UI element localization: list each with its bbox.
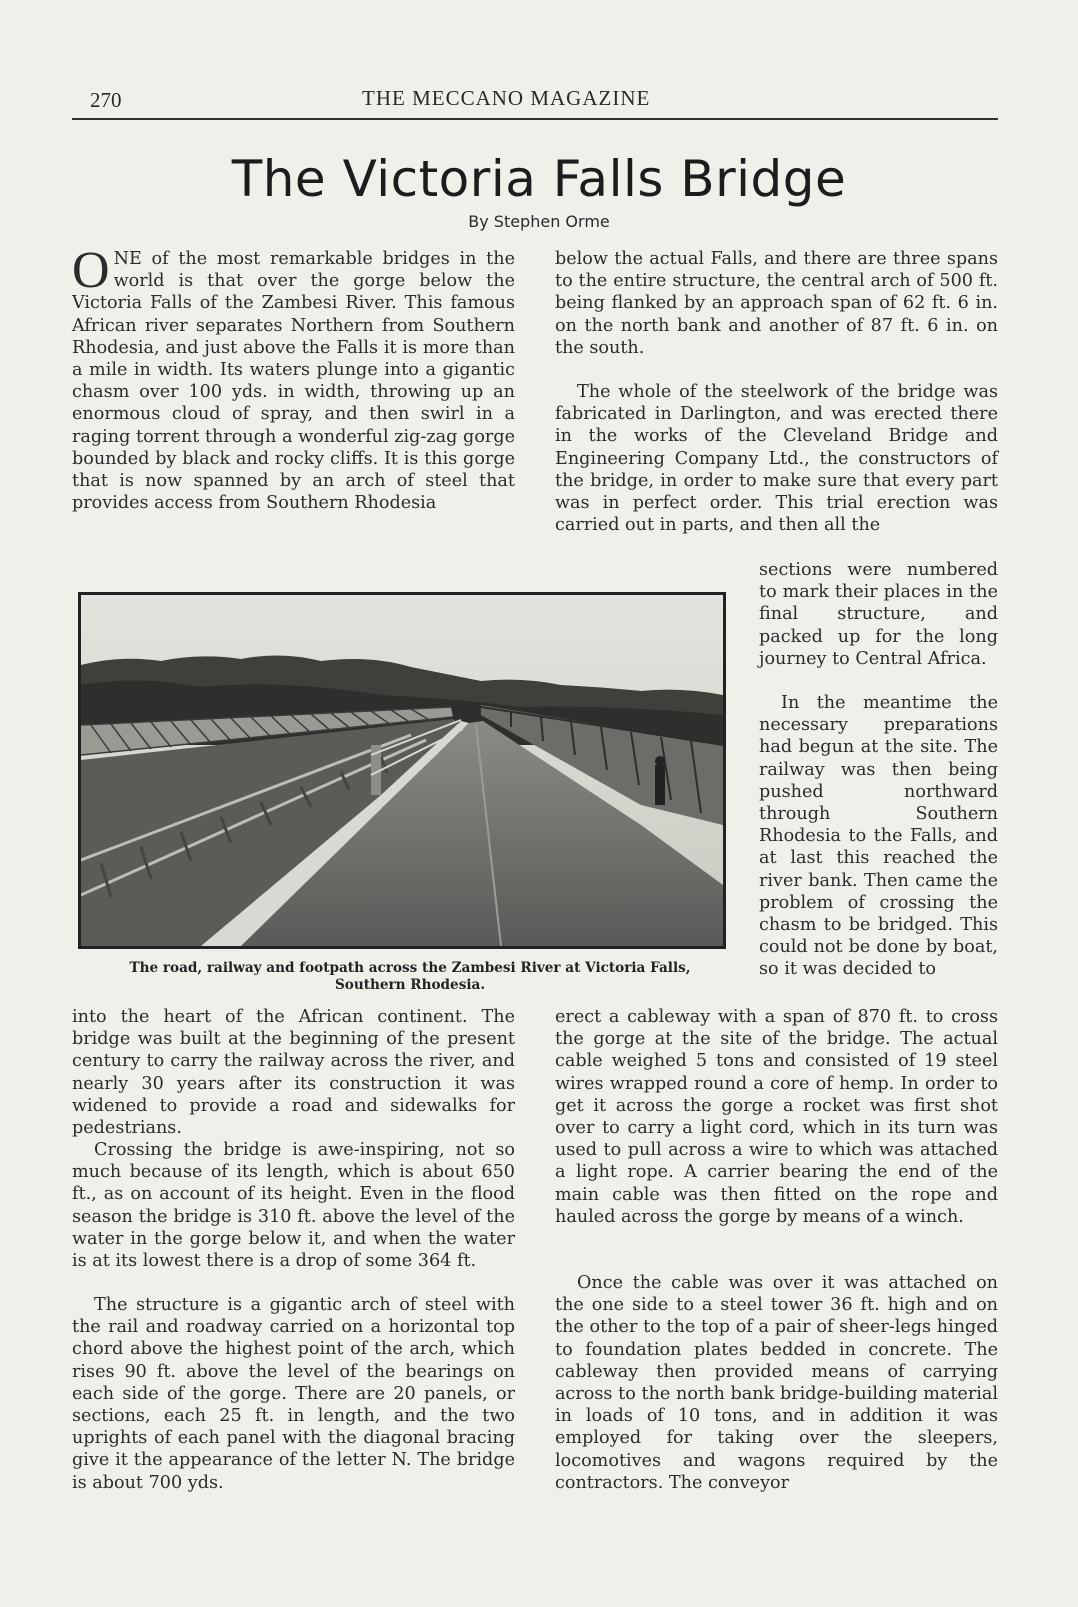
header-rule	[72, 118, 998, 120]
article-paragraph-4: The structure is a gigantic arch of steel with the rail and roadway carried on a horizontal top chord above the highest point of the arch, which rises 90 ft. above the level of the bearings on each side of the gorge. There are 20 panels, or sections, each 25 ft. in length, and the two uprights of each panel with the diagonal bracing give it the appearance of the letter N. The bridge is about 700 yds.	[72, 1295, 515, 1493]
article-paragraph-narrow-1: sections were numbered to mark their places in the final structure, and packed up for the long journey to Central Africa.	[759, 560, 998, 669]
article-paragraph-2: into the heart of the African continent. The bridge was built at the beginning of the present century to carry the railway across the river, and nearly 30 years after its construction it was widened to provide a road and sidewalks for pedestrians.	[72, 1007, 515, 1139]
article-paragraph-col2-1: below the actual Falls, and there are three spans to the entire structure, the central arch of 500 ft. being flanked by an approach span of 62 ft. 6 in. on the north bank and another of 87 ft. 6 in. on the south.	[555, 249, 998, 358]
article-title: The Victoria Falls Bridge	[231, 150, 847, 208]
article-paragraph-col2-2: The whole of the steelwork of the bridge was fabricated in Darlington, and was erected there in the works of the Cleveland Bridge and Engineering Company Ltd., the constructors of the bridge, in order to make sure that every part was in perfect order. This trial erection was carried out in parts, and then all the	[555, 382, 998, 536]
byline: By Stephen Orme	[468, 212, 610, 231]
page-header	[72, 84, 998, 116]
paragraph-text: NE of the most remarkable bridges in the world is that over the gorge below the Victoria Falls of the Zambesi River. This famous African river separates Northern from Southern Rhodesia, and just above the Falls it is more than a mile in width. Its waters plunge into a gigantic chasm over 100 yds. in width, throwing up an enormous cloud of spray, and then swirl in a raging torrent through a wonderful zig-zag gorge bounded by black and rocky cliffs. It is this gorge that is now spanned by an arch of steel that provides access from Southern Rhodesia	[72, 249, 515, 514]
figure-caption	[70, 960, 750, 994]
article-paragraph-col2-3: erect a cableway with a span of 870 ft. to cross the gorge at the site of the bridge. The actual cable weighed 5 tons and consisted of 19 steel wires wrapped round a core of hemp. In order to get it across the gorge a rocket was first shot over to carry a light cord, which in its turn was used to pull across a wire to which was attached a light rope. A carrier bearing the end of the main cable was then fitted on the rope and hauled across the gorge by means of a winch.	[555, 1007, 998, 1227]
article-paragraph-narrow-2: In the meantime the necessary preparations had begun at the site. The railway was then being pushed northward through Southern Rhodesia to the Falls, and at last this reached the river bank. Then came the problem of crossing the chasm to be bridged. This could not be done by boat, so it was decided to	[759, 693, 998, 980]
article-paragraph-3: Crossing the bridge is awe-inspiring, not so much because of its length, which is about 650 ft., as on account of its height. Even in the flood season the bridge is 310 ft. above the level of the water in the gorge below it, and when the water is at its lowest there is a drop of some 364 ft.	[72, 1140, 515, 1272]
magazine-title: THE MECCANO MAGAZINE	[362, 86, 651, 110]
caption-line-1: The road, railway and footpath across the Zambesi River at Victoria Falls,	[129, 960, 691, 976]
article-paragraph-1	[72, 242, 515, 514]
drop-cap: O	[72, 242, 110, 299]
bridge-photograph	[78, 592, 726, 949]
article-paragraph-col2-4: Once the cable was over it was attached on the one side to a steel tower 36 ft. high and on the other to the top of a pair of sheer-legs hinged to foundation plates bedded in concrete. The cableway then provided means of carrying across to the north bank bridge-building material in loads of 10 tons, and in addition it was employed for taking over the sleepers, locomotives and wagons required by the contractors. The conveyor	[555, 1273, 998, 1493]
caption-line-2: Southern Rhodesia.	[334, 977, 486, 993]
bridge-photo-illustration	[81, 595, 723, 946]
page-number: 270	[90, 88, 122, 112]
